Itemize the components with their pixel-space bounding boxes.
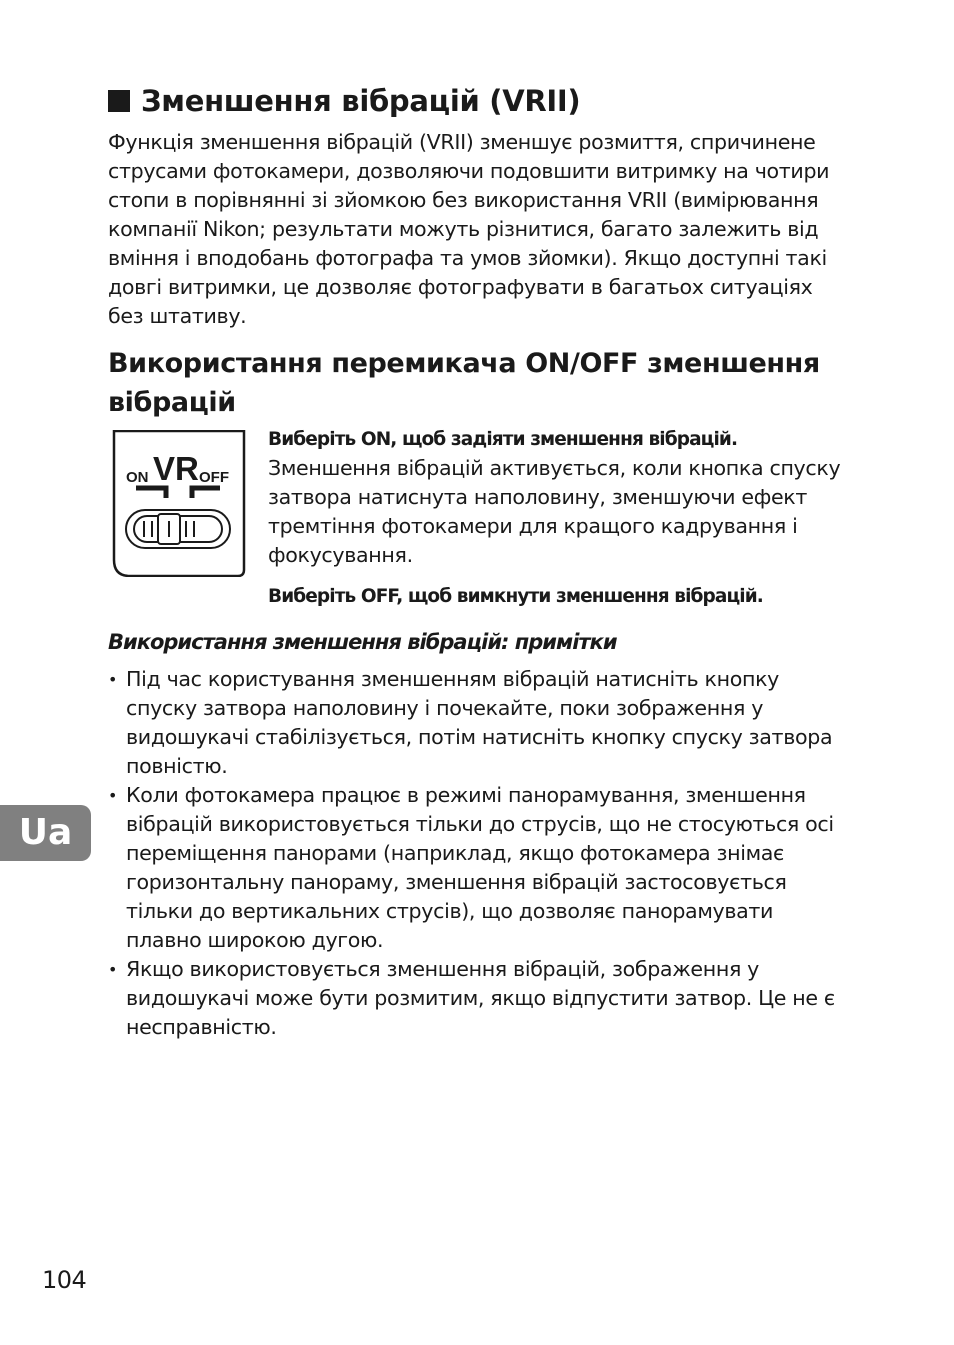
vr-switch-icon xyxy=(110,430,248,577)
language-tab: Ua xyxy=(0,805,91,861)
option-off-title: Виберіть OFF, щоб вимкнути зменшення вібрацій. xyxy=(268,586,763,607)
option-on xyxy=(268,425,848,570)
notes-list xyxy=(108,665,848,1042)
switch-label-vr: VR xyxy=(153,450,199,487)
list-item: • Якщо використовується зменшення вібрацій, зображення у видошукачі може бути розмитим, якщо відпустити затвор. Це не є несправністю. xyxy=(108,955,848,1042)
list-item: • Під час користування зменшенням вібрацій натисніть кнопку спуску затвора наполовину і почекайте, поки зображення у видошукачі стабілізується, потім натисніть кнопку спуску затвора повністю. xyxy=(108,665,848,781)
option-off xyxy=(268,582,848,611)
section-title-text: Зменшення вібрацій (VRII) xyxy=(141,84,581,118)
switch-label-on: ON xyxy=(126,469,149,486)
notes-title: Використання зменшення вібрацій: примітки xyxy=(108,630,617,654)
page-number: 104 xyxy=(42,1266,87,1294)
off-position-bracket xyxy=(192,488,220,498)
intro-paragraph: Функція зменшення вібрацій (VRII) зменшує розмиття, спричинене струсами фотокамери, дозволяючи подовшити витримку на чотири стопи в порівнянні зі зйомкою без використання VRII (вимірювання компанії Nikon; результати можуть різнитися, багато залежить від вміння і вподобань фотографа та умов зйомки). Якщо доступні такі довгі витримки, це дозволяє фотографувати в багатьох ситуаціях без штативу. xyxy=(108,130,830,328)
on-position-bracket xyxy=(136,488,166,498)
section-bullet-square-icon xyxy=(108,90,130,112)
option-on-title: Виберіть ON, щоб задіяти зменшення вібрацій. xyxy=(268,429,738,450)
switch-label-off: OFF xyxy=(199,469,229,486)
option-on-description: Зменшення вібрацій активується, коли кнопка спуску затвора натиснута наполовину, зменшуючи ефект тремтіння фотокамери для кращого кадрування і фокусування. xyxy=(268,456,841,567)
subsection-title: Використання перемикача ON/OFF зменшення вібрацій xyxy=(108,348,820,418)
section-title xyxy=(108,84,580,118)
list-item: • Коли фотокамера працює в режимі панорамування, зменшення вібрацій використовується тільки до струсів, що не стосуються осі переміщення панорами (наприклад, якщо фотокамера знімає горизонтальну панораму, зменшення вібрацій застосовується тільки до вертикальних струсів), що дозволяє панорамувати плавно широкою дугою. xyxy=(108,781,848,955)
